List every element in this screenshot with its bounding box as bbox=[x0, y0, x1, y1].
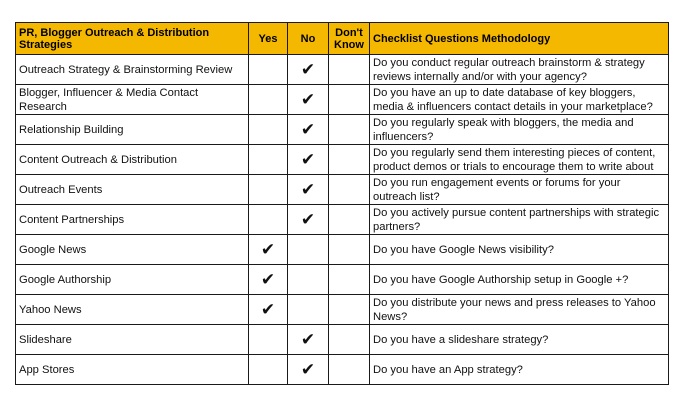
dont-know-cell bbox=[329, 235, 370, 265]
dont-know-cell bbox=[329, 115, 370, 145]
table-row bbox=[16, 145, 669, 175]
table-row bbox=[16, 235, 669, 265]
dont-know-cell bbox=[329, 265, 370, 295]
no-cell bbox=[288, 205, 329, 235]
table-row bbox=[16, 85, 669, 115]
no-cell bbox=[288, 175, 329, 205]
header-questions: Checklist Questions Methodology bbox=[370, 23, 669, 55]
yes-cell bbox=[249, 355, 288, 385]
checkmark-icon: ✔ bbox=[300, 60, 316, 79]
table-header bbox=[16, 23, 669, 55]
question-cell: Do you distribute your news and press releases to Yahoo News? bbox=[370, 295, 669, 325]
checkmark-icon: ✔ bbox=[300, 90, 316, 109]
yes-cell bbox=[249, 235, 288, 265]
header-strategy: PR, Blogger Outreach & Distribution Strategies bbox=[16, 23, 249, 55]
yes-cell bbox=[249, 55, 288, 85]
header-yes: Yes bbox=[249, 23, 288, 55]
yes-cell bbox=[249, 265, 288, 295]
strategy-cell: Google Authorship bbox=[16, 265, 249, 295]
dont-know-cell bbox=[329, 325, 370, 355]
checkmark-icon: ✔ bbox=[300, 180, 316, 199]
yes-cell bbox=[249, 145, 288, 175]
checklist-table-container bbox=[15, 22, 669, 385]
dont-know-cell bbox=[329, 355, 370, 385]
checkmark-icon: ✔ bbox=[300, 120, 316, 139]
question-cell: Do you run engagement events or forums for your outreach list? bbox=[370, 175, 669, 205]
table-row bbox=[16, 205, 669, 235]
table-row bbox=[16, 55, 669, 85]
checkmark-icon: ✔ bbox=[300, 330, 316, 349]
no-cell bbox=[288, 85, 329, 115]
dont-know-cell bbox=[329, 205, 370, 235]
yes-cell bbox=[249, 205, 288, 235]
dont-know-cell bbox=[329, 295, 370, 325]
strategy-cell: Yahoo News bbox=[16, 295, 249, 325]
table-row bbox=[16, 295, 669, 325]
checkmark-icon: ✔ bbox=[300, 360, 316, 379]
checklist-table bbox=[15, 22, 669, 385]
strategy-cell: Blogger, Influencer & Media Contact Research bbox=[16, 85, 249, 115]
question-cell: Do you have an App strategy? bbox=[370, 355, 669, 385]
question-cell: Do you regularly send them interesting pieces of content, product demos or trials to encourage them to write about bbox=[370, 145, 669, 175]
table-body bbox=[16, 55, 669, 385]
no-cell bbox=[288, 295, 329, 325]
table-row bbox=[16, 325, 669, 355]
strategy-cell: Relationship Building bbox=[16, 115, 249, 145]
strategy-cell: Slideshare bbox=[16, 325, 249, 355]
checkmark-icon: ✔ bbox=[260, 270, 276, 289]
header-dont-know: Don't Know bbox=[329, 23, 370, 55]
table-row bbox=[16, 355, 669, 385]
no-cell bbox=[288, 145, 329, 175]
strategy-cell: Outreach Events bbox=[16, 175, 249, 205]
dont-know-cell bbox=[329, 175, 370, 205]
table-row bbox=[16, 175, 669, 205]
dont-know-cell bbox=[329, 145, 370, 175]
question-cell: Do you actively pursue content partnerships with strategic partners? bbox=[370, 205, 669, 235]
question-cell: Do you have a slideshare strategy? bbox=[370, 325, 669, 355]
strategy-cell: Google News bbox=[16, 235, 249, 265]
no-cell bbox=[288, 325, 329, 355]
strategy-cell: App Stores bbox=[16, 355, 249, 385]
no-cell bbox=[288, 55, 329, 85]
no-cell bbox=[288, 115, 329, 145]
yes-cell bbox=[249, 85, 288, 115]
header-no: No bbox=[288, 23, 329, 55]
question-cell: Do you have Google Authorship setup in Google +? bbox=[370, 265, 669, 295]
strategy-cell: Outreach Strategy & Brainstorming Review bbox=[16, 55, 249, 85]
checkmark-icon: ✔ bbox=[260, 300, 276, 319]
yes-cell bbox=[249, 295, 288, 325]
dont-know-cell bbox=[329, 55, 370, 85]
question-cell: Do you conduct regular outreach brainstorm & strategy reviews internally and/or with your agency? bbox=[370, 55, 669, 85]
header-row bbox=[16, 23, 669, 55]
table-row bbox=[16, 115, 669, 145]
no-cell bbox=[288, 355, 329, 385]
checkmark-icon: ✔ bbox=[300, 210, 316, 229]
strategy-cell: Content Outreach & Distribution bbox=[16, 145, 249, 175]
yes-cell bbox=[249, 325, 288, 355]
no-cell bbox=[288, 265, 329, 295]
checkmark-icon: ✔ bbox=[260, 240, 276, 259]
yes-cell bbox=[249, 115, 288, 145]
dont-know-cell bbox=[329, 85, 370, 115]
question-cell: Do you have an up to date database of key bloggers, media & influencers contact details in your marketplace? bbox=[370, 85, 669, 115]
question-cell: Do you regularly speak with bloggers, the media and influencers? bbox=[370, 115, 669, 145]
checkmark-icon: ✔ bbox=[300, 150, 316, 169]
question-cell: Do you have Google News visibility? bbox=[370, 235, 669, 265]
yes-cell bbox=[249, 175, 288, 205]
strategy-cell: Content Partnerships bbox=[16, 205, 249, 235]
table-row bbox=[16, 265, 669, 295]
no-cell bbox=[288, 235, 329, 265]
